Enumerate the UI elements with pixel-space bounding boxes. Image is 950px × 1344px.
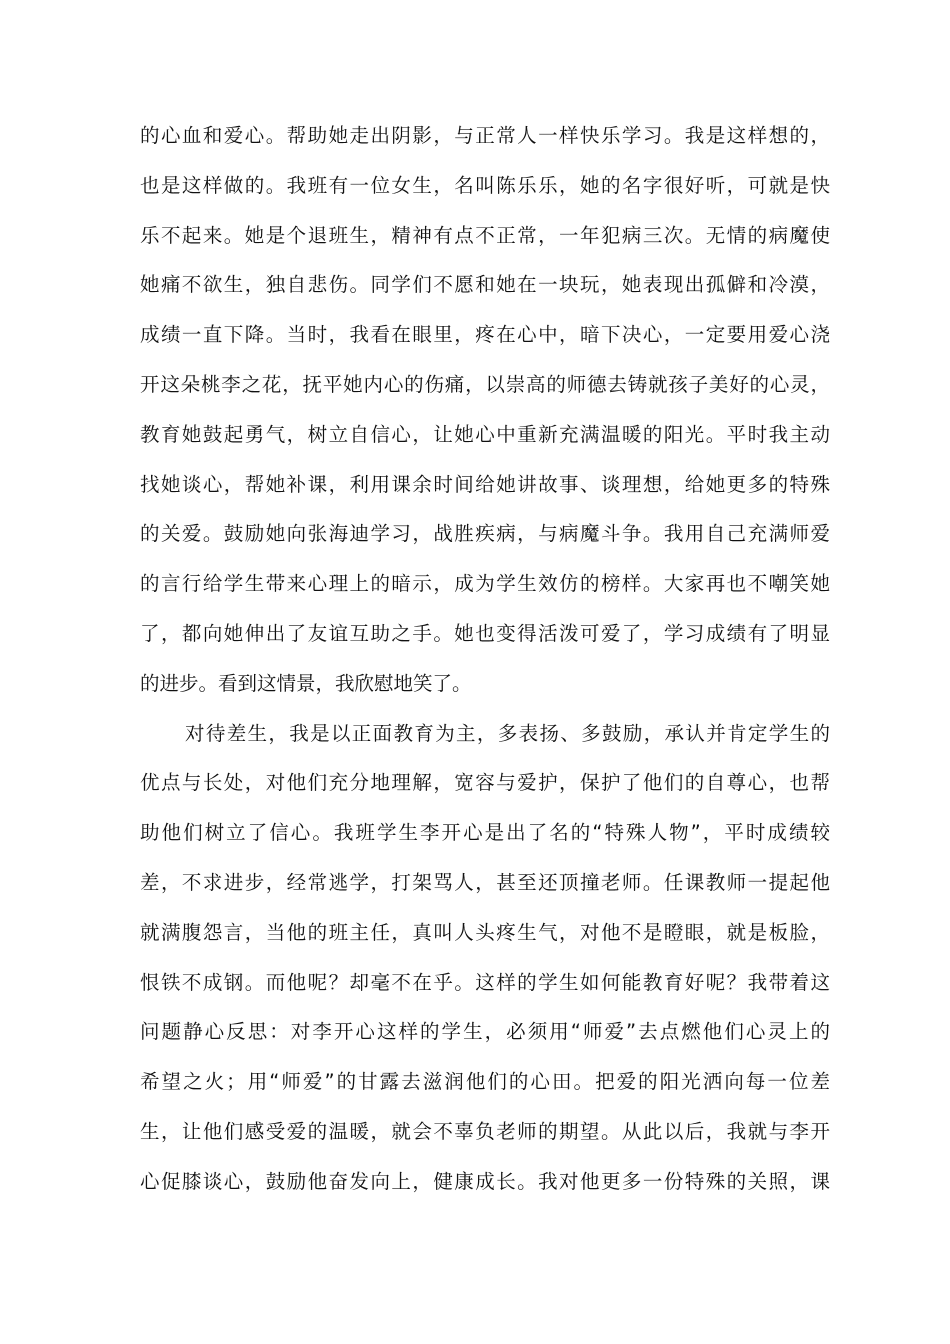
text-line: 乐不起来。她是个退班生，精神有点不正常，一年犯病三次。无情的病魔使 [140,223,830,247]
text-line: 问题静心反思：对李开心这样的学生，必须用“师爱”去点燃他们心灵上的 [140,1020,830,1044]
text-line: 的进步。看到这情景，我欣慰地笑了。 [140,671,472,695]
text-line: 优点与长处，对他们充分地理解，宽容与爱护，保护了他们的自尊心，也帮 [140,771,830,795]
text-line: 她痛不欲生，独自悲伤。同学们不愿和她在一块玩，她表现出孤僻和冷漠， [140,273,830,297]
text-line: 差，不求进步，经常逃学，打架骂人，甚至还顶撞老师。任课教师一提起他 [140,870,830,894]
text-line: 了，都向她伸出了友谊互助之手。她也变得活泼可爱了，学习成绩有了明显 [140,621,830,645]
document-body [140,116,830,1212]
text-line: 开这朵桃李之花，抚平她内心的伤痛，以崇高的师德去铸就孩子美好的心灵， [140,372,830,396]
text-line: 生，让他们感受爱的温暖，就会不辜负老师的期望。从此以后，我就与李开 [140,1119,830,1143]
text-line: 教育她鼓起勇气，树立自信心，让她心中重新充满温暖的阳光。平时我主动 [140,422,830,446]
text-line: 的关爱。鼓励她向张海迪学习，战胜疾病，与病魔斗争。我用自己充满师爱 [140,522,830,546]
text-line: 希望之火；用“师爱”的甘露去滋润他们的心田。把爱的阳光洒向每一位差 [140,1070,830,1094]
text-line: 的心血和爱心。帮助她走出阴影，与正常人一样快乐学习。我是这样想的， [140,124,830,147]
text-line: 也是这样做的。我班有一位女生，名叫陈乐乐，她的名字很好听，可就是快 [140,173,830,197]
text-line: 找她谈心，帮她补课，利用课余时间给她讲故事、谈理想，给她更多的特殊 [140,472,830,496]
text-line: 对待差生，我是以正面教育为主，多表扬、多鼓励，承认并肯定学生的 [185,721,830,745]
text-line: 助他们树立了信心。我班学生李开心是出了名的“特殊人物”，平时成绩较 [140,821,830,845]
text-line: 就满腹怨言，当他的班主任，真叫人头疼生气，对他不是瞪眼，就是板脸， [140,920,830,944]
text-line: 的言行给学生带来心理上的暗示，成为学生效仿的榜样。大家再也不嘲笑她 [140,572,830,596]
text-line: 成绩一直下降。当时，我看在眼里，疼在心中，暗下决心，一定要用爱心浇 [140,323,830,347]
text-line: 心促膝谈心，鼓励他奋发向上，健康成长。我对他更多一份特殊的关照，课 [140,1169,830,1193]
text-line: 恨铁不成钢。而他呢？却毫不在乎。这样的学生如何能教育好呢？我带着这 [140,970,830,994]
